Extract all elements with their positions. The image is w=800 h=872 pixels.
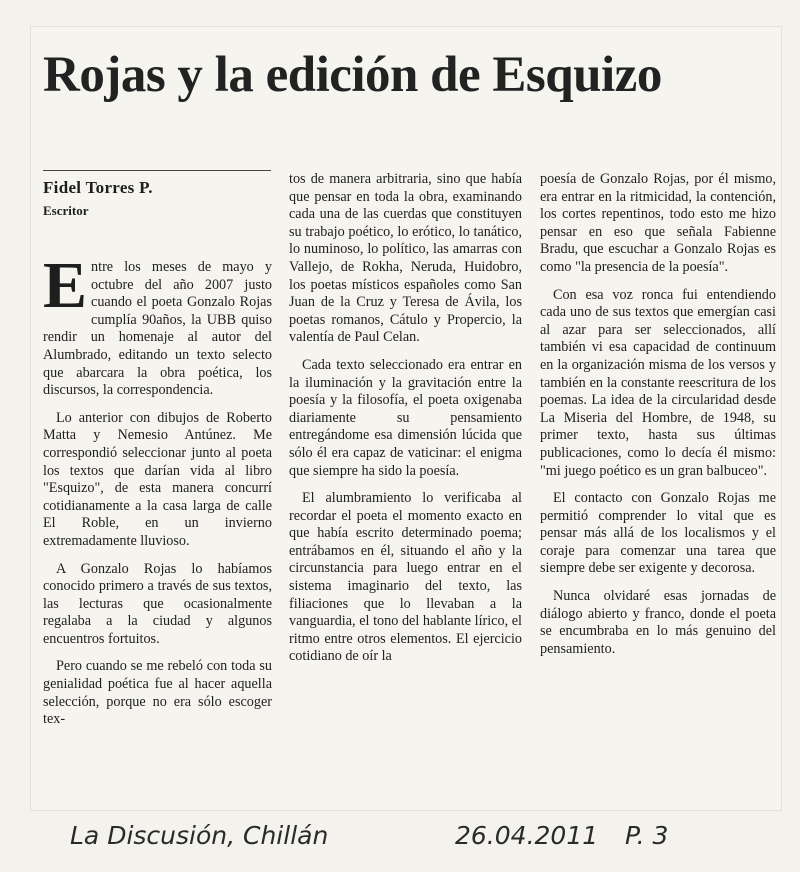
handwritten-source: La Discusión, Chillán <box>70 821 329 850</box>
handwritten-date: 26.04.2011 <box>455 821 599 850</box>
author-name: Fidel Torres P. <box>43 178 153 197</box>
paragraph: El alumbramiento lo verificaba al recordar el poeta el momento exacto en que había escrito determinado poema; entrábamos en él, situando el año y la circunstancia para luego entrar en el sistema imaginario del texto, las filiaciones que lo llevaban a la vanguardia, el tono del hablante lírico, el ritmo entre otros elementos. El ejercicio cotidiano de oír la <box>289 490 522 665</box>
drop-cap: E <box>43 249 88 322</box>
paragraph: Nunca olvidaré esas jornadas de diálogo abierto y franco, donde el poeta se encumbraba en lo más genuino del pensamiento. <box>540 588 776 657</box>
byline-rule <box>43 170 271 171</box>
headline: Rojas y la edición de Esquizo <box>43 47 662 103</box>
paragraph <box>43 249 272 400</box>
paragraph: Lo anterior con dibujos de Roberto Matta y Nemesio Antúnez. Me correspondió seleccionar junto al poeta los textos que darían vida al libro "Esquizo", de esta manera concurrí cotidianamente a la casa larga de calle El Roble, en un invierno extremadamente lluvioso. <box>43 409 272 549</box>
paragraph-text: ntre los meses de mayo y octubre del año 2007 justo cuando el poeta Gonzalo Rojas cumplía 90años, la UBB quiso rendir un homenaje al autor del Alumbrado, editando un texto selecto que abarcara la obra poética, los discursos, la correspondencia. <box>43 259 272 399</box>
article-column-2 <box>289 171 522 676</box>
author-role: Escritor <box>43 203 89 218</box>
paragraph: tos de manera arbitraria, sino que había que pensar en toda la obra, examinando cada una de las cuerdas que constituyen su trabajo poético, lo erótico, lo tanático, lo numinoso, lo político, las amarras con Vallejo, de Rokha, Neruda, Huidobro, los poetas místicos españoles como San Juan de la Cruz y Teresa de Ávila, los poetas romanos, Cátulo y Propercio, la valentía de Paul Celan. <box>289 171 522 346</box>
paragraph: A Gonzalo Rojas lo habíamos conocido primero a través de sus textos, las lecturas que ocasionalmente regalaba a la ciudad y algunos encuentros fortuitos. <box>43 560 272 647</box>
article-column-3 <box>540 171 776 668</box>
handwritten-page: P. 3 <box>625 821 669 850</box>
article-column-1 <box>43 249 272 739</box>
paragraph: poesía de Gonzalo Rojas, por él mismo, era entrar en la ritmicidad, la contención, los cortes repentinos, todo esto me hizo pensar en eso que señala Fabienne Bradu, que escuchar a Gonzalo Rojas es como "la presencia de la poesía". <box>540 171 776 275</box>
paragraph: Cada texto seleccionado era entrar en la iluminación y la gravitación entre la poesía y la filosofía, el poeta oxigenaba diariamente su pensamiento entregándome esa dimensión lúcida que sólo él era capaz de vaticinar: el enigma que siempre ha sido la poesía. <box>289 356 522 479</box>
paragraph: Pero cuando se me rebeló con toda su genialidad poética fue al hacer aquella selección, porque no era sólo escoger tex- <box>43 658 272 728</box>
paragraph: El contacto con Gonzalo Rojas me permitió comprender lo vital que es pensar más allá de los localismos y el coraje para comenzar una tarea que siempre debe ser exigente y decorosa. <box>540 490 776 577</box>
handwritten-annotation <box>60 816 780 856</box>
paragraph: Con esa voz ronca fui entendiendo cada uno de sus textos que emergían casi al azar para ser seleccionados, allí también vi esa capacidad de continuum en la organización misma de los versos y también en la constante reescritura de los poemas. La idea de la circularidad desde La Miseria del Hombre, de 1948, su primer texto, hasta sus últimas publicaciones, como lo decía él mismo: "mi juego poético es un gran balbuceo". <box>540 286 776 479</box>
